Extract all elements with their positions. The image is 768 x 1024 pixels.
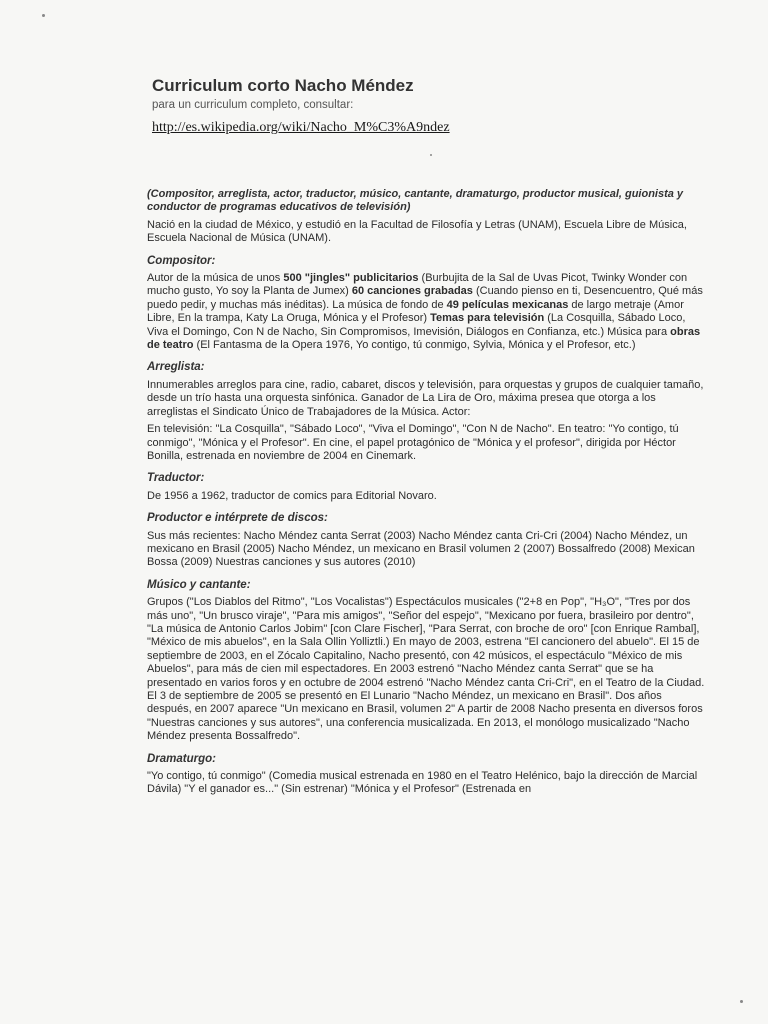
text-run: de largo metraje (Amor Libre, En la trampa, Katy La Oruga, Mónica y el Profesor) (147, 298, 684, 325)
section-heading-traductor: Traductor: (147, 472, 205, 485)
section-heading-musico: Músico y cantante: (147, 578, 251, 591)
musico-paragraph: Grupos ("Los Diablos del Ritmo", "Los Vocalistas") Espectáculos musicales ("2+8 en Pop", "H₃O", "Tres por dos más uno", "Un brusco viraje", "Para mis amigos", "Señor del espejo", "Mexicano por fuera, brasileiro por dentro", "La música de Antonio Carlos Jobim" [con Clare Fischer], "Para Serrat, con broche de oro" [con Enrique Rambal], "México de mis abuelos", en la Sala Ollin Yolliztli.) En mayo de 2003, estrena "El cancionero del abuelo". El 15 de septiembre de 2003, en el Zócalo Capitalino, Nacho presentó, con 42 músicos, el espectáculo "México de mis Abuelos", para más de cien mil espectadores. En 2003 estrenó "Nacho Méndez canta Serrat" que se ha presentado en varios foros y en octubre de 2004 estrenó "Nacho Méndez canta Cri-Cri", en el Teatro de la Ciudad. El 3 de septiembre de 2005 se presentó en El Lunario "Nacho Méndez, un mexicano en Brasil". Dos años después, en 2007 aparece "Un mexicano en Brasil, volumen 2" A partir de 2008 Nacho presenta en diversos foros "Nuestras canciones y sus autores", una conferencia musicalizada. En 2013, el monólogo musicalizado "Nacho Méndez presenta Bossalfredo". (147, 596, 705, 743)
traductor-paragraph: De 1956 a 1962, traductor de comics para Editorial Novaro. (147, 489, 437, 502)
document-title: Curriculum corto Nacho Méndez (152, 76, 414, 95)
text-run: (Burbujita de la Sal de Uvas Picot, Twinky Wonder con mucho gusto, Yo soy la Planta de Jumex) (147, 272, 688, 298)
text-run: (Cuando pienso en ti, Desencuentro, Qué más puedo pedir, y muchas más inéditas). La música de fondo de (147, 285, 703, 311)
section-heading-arreglista: Arreglista: (147, 361, 205, 374)
dramaturgo-paragraph: "Yo contigo, tú conmigo" (Comedia musical estrenada en 1980 en el Teatro Helénico, bajo la dirección de Marcial Dávila) "Y el ganador es..." (Sin estrenar) "Mónica y el Profesor" (Estrenada en (147, 770, 698, 796)
bold-run: 60 canciones grabadas (351, 285, 473, 298)
bold-run: Temas para televisión (430, 312, 545, 325)
section-heading-productor: Productor e intérprete de discos: (147, 512, 328, 525)
arreglista-paragraph: Innumerables arreglos para cine, radio, cabaret, discos y televisión, para orquestas y grupos de cualquier tamaño, desde un trío hasta una orquesta sinfónica. Ganador de La Lira de Oro, máxima presea que otorga a los arreglistas el Sindicato Único de Trabajadores de la Música. Actor: (147, 378, 704, 418)
productor-paragraph: Sus más recientes: Nacho Méndez canta Serrat (2003) Nacho Méndez canta Cri-Cri (2004) Nacho Méndez, un mexicano en Brasil (2005) Nacho Méndez, un mexicano en Brasil volumen 2 (2007) Bossalfredo (2008) Mexican Bossa (2009) Nuestras canciones y sus autores (2010) (147, 529, 695, 569)
text-run: Autor de la música de unos (147, 272, 284, 285)
document-subtitle: para un curriculum completo, consultar: (152, 99, 354, 111)
section-heading-compositor: Compositor: (147, 254, 216, 267)
text-run: (La Cosquilla, Sábado Loco, Viva el Domingo, Con N de Nacho, Sin Compromisos, Imevisión, Diálogos en Confianza, etc.) Música para (147, 312, 686, 338)
document-body (147, 188, 709, 801)
bold-run: 500 "jingles" publicitarios (283, 272, 419, 285)
scan-speck (42, 14, 45, 17)
bold-run: obras de teatro (147, 325, 701, 352)
text-run: (El Fantasma de la Opera 1976, Yo contigo, tú conmigo, Sylvia, Mónica y el Profesor, etc.) (193, 339, 636, 352)
intro-paragraph: Nació en la ciudad de México, y estudió en la Facultad de Filosofía y Letras (UNAM), Escuela Libre de Música, Escuela Nacional de Música (UNAM). (147, 218, 687, 245)
actor-paragraph: En televisión: "La Cosquilla", "Sábado Loco", "Viva el Domingo", "Con N de Nacho". En teatro: "Yo contigo, tú conmigo", "Mónica y el Profesor". En cine, el papel protagónico de "Mónica y el profesor", dirigida por Héctor Bonilla, estrenada en noviembre de 2004 en Cinemark. (147, 423, 679, 462)
wikipedia-link[interactable]: http://es.wikipedia.org/wiki/Nacho_M%C3%A9ndez (152, 120, 450, 135)
section-heading-dramaturgo: Dramaturgo: (147, 752, 217, 765)
scan-speck (740, 1000, 743, 1003)
compositor-paragraph (147, 272, 709, 352)
roles-paragraph: (Compositor, arreglista, actor, traductor, músico, cantante, dramaturgo, productor musical, guionista y conductor de programas educativos de televisión) (147, 188, 684, 214)
scan-speck (430, 154, 432, 156)
bold-run: 49 películas mexicanas (446, 298, 569, 311)
